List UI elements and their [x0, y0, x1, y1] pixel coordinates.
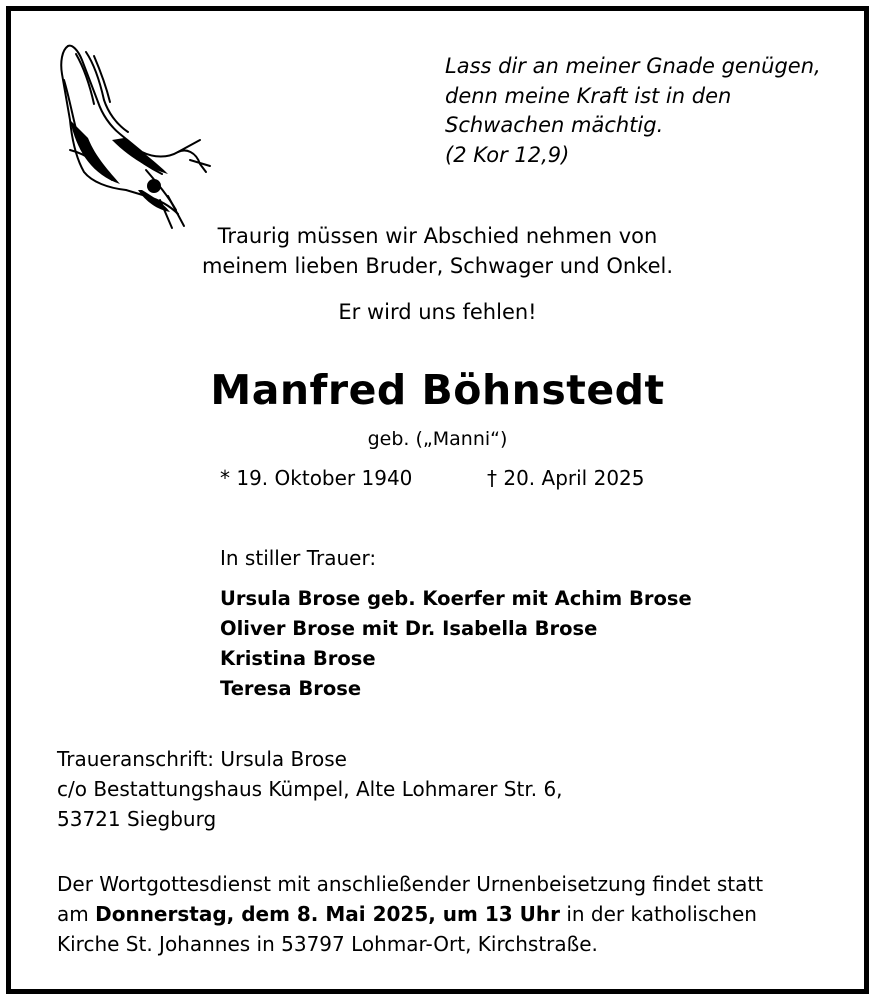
mourner-name: Ursula Brose geb. Koerfer mit Achim Brose [220, 587, 692, 610]
quote-line: Schwachen mächtig. [445, 113, 664, 137]
quote-line: Lass dir an meiner Gnade genügen, [445, 54, 821, 78]
praying-hands-icon [50, 40, 215, 240]
quote-reference: (2 Kor 12,9) [445, 142, 570, 167]
address-line: c/o Bestattungshaus Kümpel, Alte Lohmarer Str. 6, [57, 777, 563, 801]
birth-date: * 19. Oktober 1940 [220, 466, 413, 490]
address-line: 53721 Siegburg [57, 807, 217, 831]
service-date-time: Donnerstag, dem 8. Mai 2025, um 13 Uhr [95, 902, 560, 926]
mourner-name: Kristina Brose [220, 647, 376, 670]
deceased-name: Manfred Böhnstedt [210, 366, 665, 414]
mourning-address [57, 744, 563, 834]
death-date: † 20. April 2025 [487, 466, 645, 490]
service-line-2 [57, 899, 763, 929]
mourner-name: Oliver Brose mit Dr. Isabella Brose [220, 617, 598, 640]
service-prefix: am [57, 902, 96, 926]
mourners-list [220, 584, 692, 704]
intro-line-1: Traurig müssen wir Abschied nehmen von [217, 224, 658, 248]
address-line: Traueranschrift: Ursula Brose [57, 747, 347, 771]
quote-line: denn meine Kraft ist in den [445, 83, 732, 108]
deceased-nickname: geb. („Manni“) [367, 428, 508, 450]
mourning-heading: In stiller Trauer: [220, 546, 377, 570]
service-info [57, 869, 763, 959]
service-suffix: in der katholischen [559, 902, 757, 926]
service-line-1: Der Wortgottesdienst mit anschließender Urnenbeisetzung findet statt [57, 872, 764, 896]
bible-quote [445, 52, 821, 170]
service-line-3: Kirche St. Johannes in 53797 Lohmar-Ort, Kirchstraße. [57, 932, 598, 956]
mourner-name: Teresa Brose [220, 677, 362, 700]
intro-line-3: Er wird uns fehlen! [338, 300, 537, 324]
intro-line-2: meinem lieben Bruder, Schwager und Onkel. [201, 254, 674, 278]
